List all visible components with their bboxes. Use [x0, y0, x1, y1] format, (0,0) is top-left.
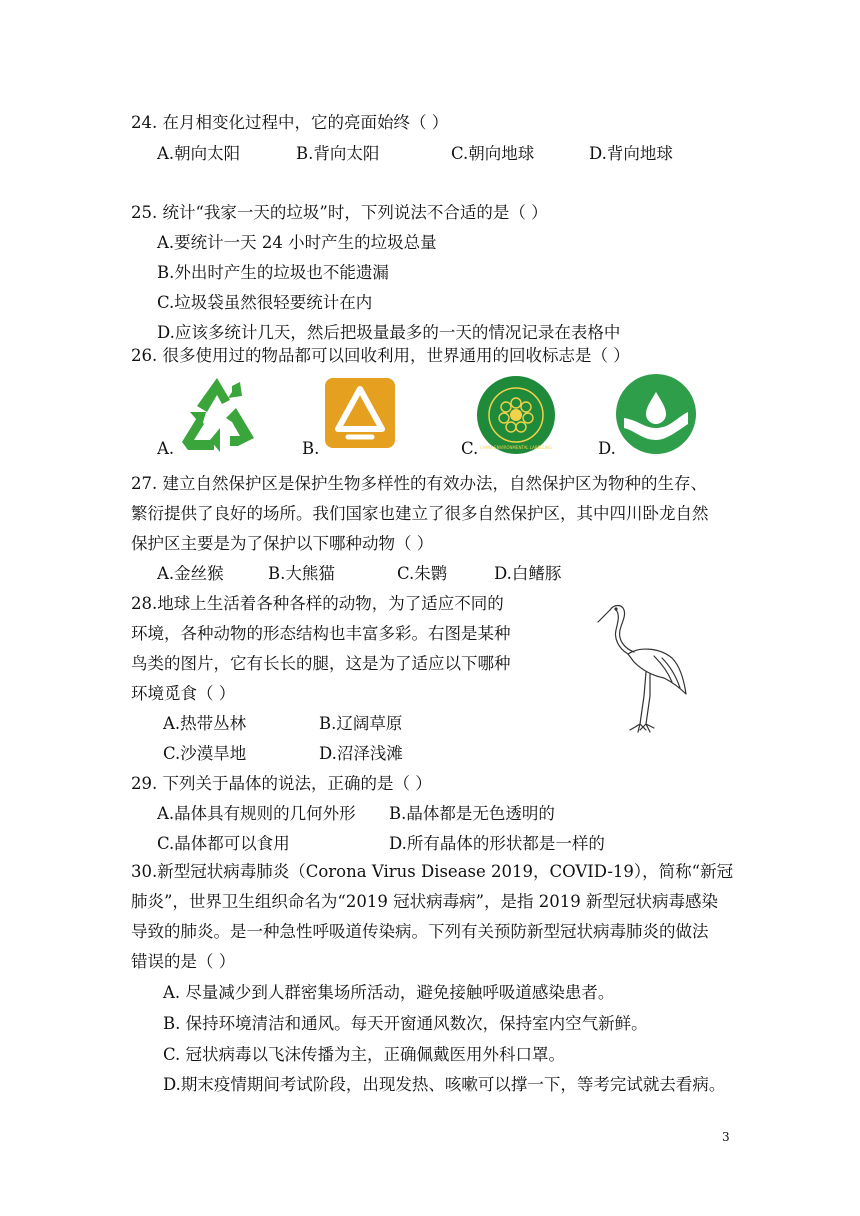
q25-stem: 25. 统计“我家一天的垃圾”时，下列说法不合适的是（ ） — [131, 203, 548, 222]
q30-stem-line3: 导致的肺炎。是一种急性呼吸道传染病。下列有关预防新型冠状病毒肺炎的做法 — [131, 922, 709, 941]
q29-stem: 29. 下列关于晶体的说法，正确的是（ ） — [131, 774, 432, 793]
q30-stem-line2: 肺炎”，世界卫生组织命名为“2019 冠状病毒病”，是指 2019 新型冠状病毒感染 — [131, 892, 719, 911]
q28-option-c: C.沙漠旱地 — [163, 744, 247, 763]
q26-option-a-label: A. — [157, 439, 175, 458]
q30-option-a: A. 尽量减少到人群密集场所活动，避免接触呼吸道感染患者。 — [163, 983, 615, 1002]
q30-stem-line1: 30.新型冠状病毒肺炎（Corona Virus Disease 2019，COVID-19），简称“新冠 — [131, 862, 734, 881]
q28-option-b: B.辽阔草原 — [319, 714, 403, 733]
q26-option-d-label: D. — [598, 439, 616, 458]
stork-bird-illustration — [588, 596, 692, 736]
q27-stem-line3: 保护区主要是为了保护以下哪种动物（ ） — [131, 534, 434, 553]
q25-option-b: B.外出时产生的垃圾也不能遗漏 — [157, 263, 389, 282]
q27-option-a: A.金丝猴 — [157, 564, 224, 583]
q24-option-d: D.背向地球 — [589, 144, 673, 163]
q27-option-b: B.大熊猫 — [268, 564, 335, 583]
q24-stem: 24. 在月相变化过程中，它的亮面始终（ ） — [131, 113, 449, 132]
q27-option-d: D.白鳍豚 — [494, 564, 562, 583]
q29-option-a: A.晶体具有规则的几何外形 — [157, 804, 356, 823]
q28-stem-line3: 鸟类的图片，它有长长的腿，这是为了适应以下哪种 — [131, 654, 511, 673]
q24-option-c: C.朝向地球 — [451, 144, 535, 163]
recycle-triangle-icon — [324, 377, 396, 449]
environmental-label-seal-icon — [476, 375, 556, 455]
q25-option-a: A.要统计一天 24 小时产生的垃圾总量 — [157, 233, 437, 252]
q24-option-a: A.朝向太阳 — [157, 144, 241, 163]
q28-stem-line2: 环境，各种动物的形态结构也丰富多彩。右图是某种 — [131, 624, 511, 643]
recycle-arrows-icon — [176, 374, 258, 454]
q29-option-d: D.所有晶体的形状都是一样的 — [389, 834, 605, 853]
page-number: 3 — [722, 1130, 730, 1144]
q27-option-c: C.朱鹮 — [397, 564, 448, 583]
q28-option-d: D.沼泽浅滩 — [319, 744, 403, 763]
q25-option-c: C.垃圾袋虽然很轻要统计在内 — [157, 293, 373, 312]
q26-stem: 26. 很多使用过的物品都可以回收利用，世界通用的回收标志是（ ） — [131, 346, 630, 365]
q30-stem-line4: 错误的是（ ） — [131, 952, 236, 971]
q27-stem-line1: 27. 建立自然保护区是保护生物多样性的有效办法，自然保护区为物种的生存、 — [131, 474, 707, 493]
q29-option-c: C.晶体都可以食用 — [157, 834, 290, 853]
q24-option-b: B.背向太阳 — [296, 144, 380, 163]
q28-option-a: A.热带丛林 — [163, 714, 247, 733]
q27-stem-line2: 繁衍提供了良好的场所。我们国家也建立了很多自然保护区，其中四川卧龙自然 — [131, 504, 709, 523]
q30-option-c: C. 冠状病毒以飞沫传播为主，正确佩戴医用外科口罩。 — [163, 1045, 566, 1064]
seal-caption: CHINA ENVIRONMENTAL LABELLING — [480, 445, 552, 450]
q30-option-b: B. 保持环境清洁和通风。每天开窗通风数次，保持室内空气新鲜。 — [163, 1014, 648, 1033]
water-drop-circle-icon — [614, 372, 698, 456]
q26-option-b-label: B. — [302, 439, 320, 458]
q25-option-d: D.应该多统计几天，然后把圾量最多的一天的情况记录在表格中 — [157, 323, 621, 342]
q26-option-c-label: C. — [461, 439, 479, 458]
q29-option-b: B.晶体都是无色透明的 — [389, 804, 555, 823]
q28-stem-line4: 环境觅食（ ） — [131, 684, 236, 703]
q28-stem-line1: 28.地球上生活着各种各样的动物，为了适应不同的 — [131, 594, 504, 613]
q30-option-d: D.期末疫情期间考试阶段，出现发热、咳嗽可以撑一下，等考完试就去看病。 — [163, 1075, 726, 1094]
